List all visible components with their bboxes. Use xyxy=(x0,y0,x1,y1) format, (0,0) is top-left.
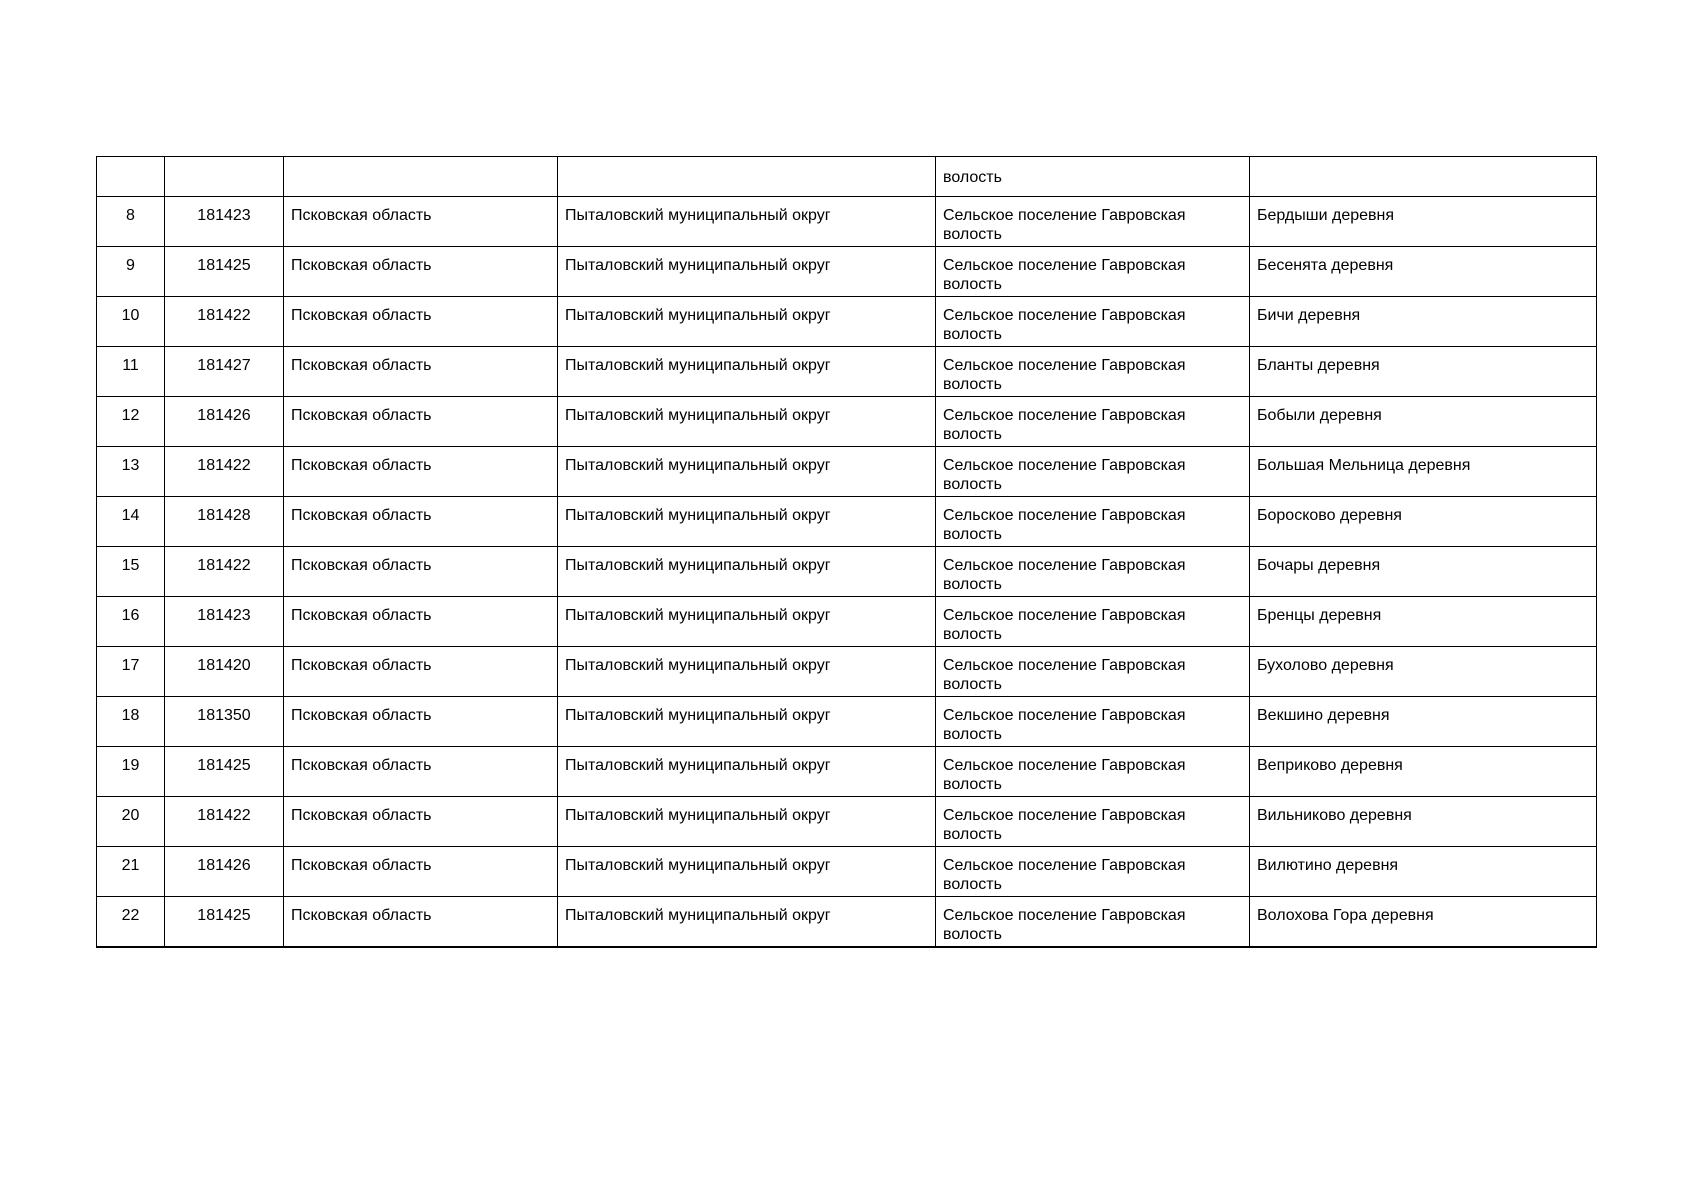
cell-postal-index: 181423 xyxy=(165,197,284,247)
cell-locality: Бланты деревня xyxy=(1250,347,1597,397)
cell-settlement: Сельское поселение Гавровская волость xyxy=(936,647,1250,697)
cell-num: 8 xyxy=(97,197,165,247)
cell-settlement: Сельское поселение Гавровская волость xyxy=(936,797,1250,847)
table-row-continuation xyxy=(97,157,1597,197)
cell-region: Псковская область xyxy=(284,347,558,397)
cell-district: Пыталовский муниципальный округ xyxy=(558,697,936,747)
cell-region: Псковская область xyxy=(284,747,558,797)
table-row xyxy=(97,647,1597,697)
table-row xyxy=(97,747,1597,797)
cell-region: Псковская область xyxy=(284,647,558,697)
cell-num: 22 xyxy=(97,897,165,947)
cell-num: 11 xyxy=(97,347,165,397)
cell-settlement: Сельское поселение Гавровская волость xyxy=(936,347,1250,397)
cell-postal-index xyxy=(165,157,284,197)
cell-district: Пыталовский муниципальный округ xyxy=(558,447,936,497)
cell-locality: Вилютино деревня xyxy=(1250,847,1597,897)
cell-district: Пыталовский муниципальный округ xyxy=(558,197,936,247)
cell-num: 18 xyxy=(97,697,165,747)
cell-district: Пыталовский муниципальный округ xyxy=(558,847,936,897)
cell-locality: Векшино деревня xyxy=(1250,697,1597,747)
cell-settlement: Сельское поселение Гавровская волость xyxy=(936,247,1250,297)
cell-region: Псковская область xyxy=(284,447,558,497)
cell-district: Пыталовский муниципальный округ xyxy=(558,347,936,397)
cell-postal-index: 181428 xyxy=(165,497,284,547)
cell-postal-index: 181426 xyxy=(165,847,284,897)
cell-locality: Волохова Гора деревня xyxy=(1250,897,1597,947)
cell-postal-index: 181350 xyxy=(165,697,284,747)
cell-district: Пыталовский муниципальный округ xyxy=(558,397,936,447)
cell-num: 14 xyxy=(97,497,165,547)
cell-locality: Боросково деревня xyxy=(1250,497,1597,547)
cell-locality: Веприково деревня xyxy=(1250,747,1597,797)
table-row xyxy=(97,347,1597,397)
cell-num xyxy=(97,157,165,197)
cell-region: Псковская область xyxy=(284,897,558,947)
cell-district: Пыталовский муниципальный округ xyxy=(558,597,936,647)
cell-settlement: Сельское поселение Гавровская волость xyxy=(936,297,1250,347)
table-row xyxy=(97,847,1597,897)
cell-settlement: Сельское поселение Гавровская волость xyxy=(936,747,1250,797)
cell-postal-index: 181427 xyxy=(165,347,284,397)
table-row xyxy=(97,547,1597,597)
cell-locality xyxy=(1250,157,1597,197)
cell-locality: Бобыли деревня xyxy=(1250,397,1597,447)
cell-district: Пыталовский муниципальный округ xyxy=(558,747,936,797)
cell-region xyxy=(284,157,558,197)
cell-num: 17 xyxy=(97,647,165,697)
cell-settlement: волость xyxy=(936,157,1250,197)
cell-region: Псковская область xyxy=(284,297,558,347)
cell-num: 10 xyxy=(97,297,165,347)
cell-postal-index: 181425 xyxy=(165,247,284,297)
cell-settlement: Сельское поселение Гавровская волость xyxy=(936,447,1250,497)
cell-postal-index: 181422 xyxy=(165,297,284,347)
cell-num: 13 xyxy=(97,447,165,497)
cell-locality: Бердыши деревня xyxy=(1250,197,1597,247)
cell-num: 20 xyxy=(97,797,165,847)
cell-num: 15 xyxy=(97,547,165,597)
table-row xyxy=(97,297,1597,347)
cell-num: 16 xyxy=(97,597,165,647)
table-row xyxy=(97,247,1597,297)
cell-num: 19 xyxy=(97,747,165,797)
cell-num: 12 xyxy=(97,397,165,447)
table-row xyxy=(97,597,1597,647)
cell-settlement: Сельское поселение Гавровская волость xyxy=(936,847,1250,897)
cell-postal-index: 181422 xyxy=(165,797,284,847)
cell-postal-index: 181425 xyxy=(165,897,284,947)
cell-postal-index: 181420 xyxy=(165,647,284,697)
cell-district: Пыталовский муниципальный округ xyxy=(558,797,936,847)
cell-region: Псковская область xyxy=(284,597,558,647)
cell-locality: Бухолово деревня xyxy=(1250,647,1597,697)
cell-postal-index: 181426 xyxy=(165,397,284,447)
cell-num: 21 xyxy=(97,847,165,897)
cell-district: Пыталовский муниципальный округ xyxy=(558,897,936,947)
table-row xyxy=(97,797,1597,847)
cell-region: Псковская область xyxy=(284,847,558,897)
cell-locality: Бичи деревня xyxy=(1250,297,1597,347)
cell-locality: Бесенята деревня xyxy=(1250,247,1597,297)
cell-district: Пыталовский муниципальный округ xyxy=(558,297,936,347)
cell-settlement: Сельское поселение Гавровская волость xyxy=(936,897,1250,947)
cell-district: Пыталовский муниципальный округ xyxy=(558,247,936,297)
cell-postal-index: 181422 xyxy=(165,547,284,597)
cell-postal-index: 181423 xyxy=(165,597,284,647)
cell-settlement: Сельское поселение Гавровская волость xyxy=(936,547,1250,597)
cell-settlement: Сельское поселение Гавровская волость xyxy=(936,197,1250,247)
table-row xyxy=(97,447,1597,497)
cell-locality: Бренцы деревня xyxy=(1250,597,1597,647)
cell-district: Пыталовский муниципальный округ xyxy=(558,647,936,697)
cell-region: Псковская область xyxy=(284,497,558,547)
cell-locality: Бочары деревня xyxy=(1250,547,1597,597)
cell-region: Псковская область xyxy=(284,247,558,297)
cell-region: Псковская область xyxy=(284,197,558,247)
table-row xyxy=(97,497,1597,547)
table-row xyxy=(97,197,1597,247)
cell-locality: Вильниково деревня xyxy=(1250,797,1597,847)
table-body xyxy=(97,157,1597,947)
cell-district: Пыталовский муниципальный округ xyxy=(558,497,936,547)
cell-settlement: Сельское поселение Гавровская волость xyxy=(936,497,1250,547)
cell-postal-index: 181425 xyxy=(165,747,284,797)
table-row xyxy=(97,897,1597,947)
table-row xyxy=(97,697,1597,747)
cell-region: Псковская область xyxy=(284,797,558,847)
cell-num: 9 xyxy=(97,247,165,297)
cell-settlement: Сельское поселение Гавровская волость xyxy=(936,597,1250,647)
cell-region: Псковская область xyxy=(284,697,558,747)
cell-locality: Большая Мельница деревня xyxy=(1250,447,1597,497)
cell-district: Пыталовский муниципальный округ xyxy=(558,547,936,597)
cell-region: Псковская область xyxy=(284,397,558,447)
cell-settlement: Сельское поселение Гавровская волость xyxy=(936,697,1250,747)
cell-settlement: Сельское поселение Гавровская волость xyxy=(936,397,1250,447)
cell-postal-index: 181422 xyxy=(165,447,284,497)
cell-region: Псковская область xyxy=(284,547,558,597)
table-row xyxy=(97,397,1597,447)
address-table xyxy=(96,156,1597,948)
cell-district xyxy=(558,157,936,197)
